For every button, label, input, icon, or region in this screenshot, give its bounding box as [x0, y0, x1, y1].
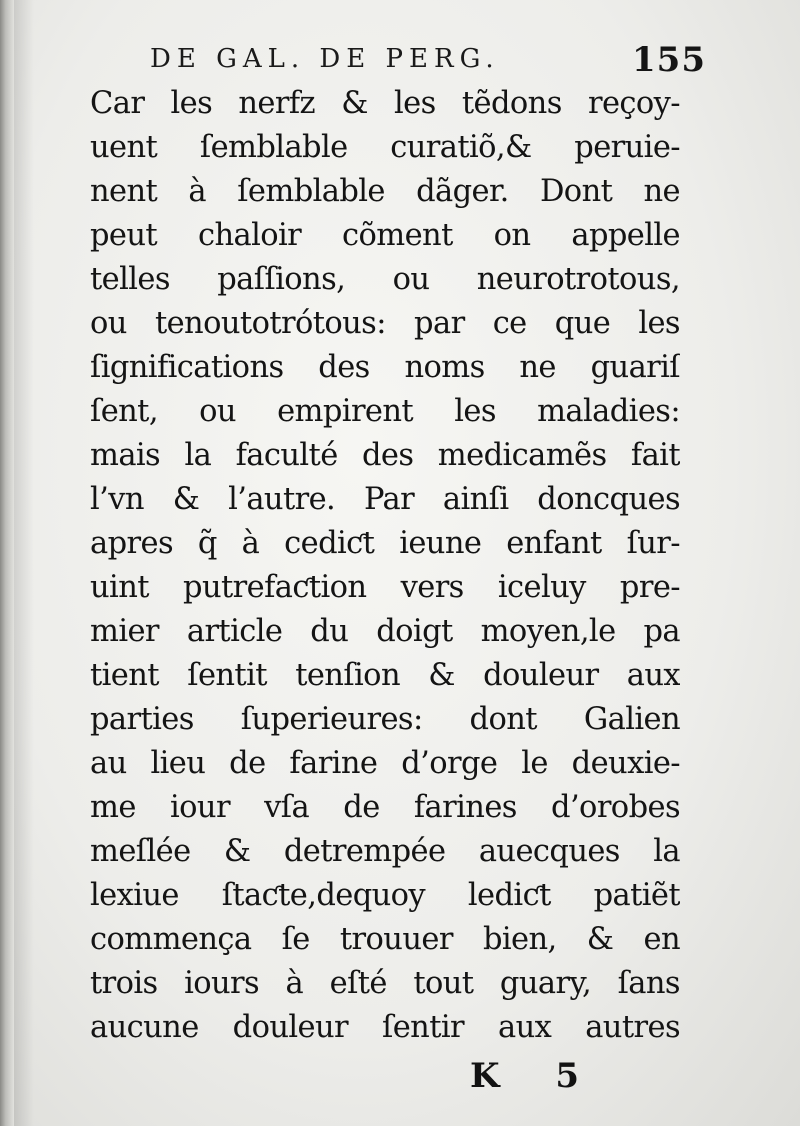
text-line: mais la faculté des medicamẽs fait: [90, 438, 680, 473]
text-line: telles paſſions, ou neurotrotous,: [90, 262, 680, 297]
text-line: ou tenoutotrótous: par ce que les: [90, 306, 680, 341]
text-line: uent ſemblable curatiõ,& peruie-: [90, 130, 680, 165]
text-line: nent à ſemblable dãger. Dont ne: [90, 174, 680, 209]
text-line: apres q̃ à cediƈt ieune enfant ſur-: [90, 526, 680, 561]
text-line: tient ſentit tenſion & douleur aux: [90, 658, 680, 693]
text-line: au lieu de farine d’orge le deuxie-: [90, 746, 680, 781]
page-number: 155: [632, 40, 706, 80]
text-line: ſent, ou empirent les maladies:: [90, 394, 680, 429]
text-line: l’vn & l’autre. Par ainſi doncques: [90, 482, 680, 517]
binding-edge: [0, 0, 14, 1126]
signature-mark: K 5: [470, 1056, 602, 1096]
text-line: me iour vſa de farines d’orobes: [90, 790, 680, 825]
text-line: ſignifications des noms ne guariſ: [90, 350, 680, 385]
text-line: meſlée & detrempée auecques la: [90, 834, 680, 869]
text-line: trois iours à eſté tout guary, ſans: [90, 966, 680, 1001]
text-line: peut chaloir cõment on appelle: [90, 218, 680, 253]
text-line: mier article du doigt moyen,le pa: [90, 614, 680, 649]
text-line: commença ſe trouuer bien, & en: [90, 922, 680, 957]
gutter-shadow: [14, 0, 34, 1126]
body-text: [90, 82, 680, 1050]
running-head: DE GAL. DE PERG.: [150, 44, 500, 74]
text-line: parties ſuperieures: dont Galien: [90, 702, 680, 737]
text-line: Car les nerfz & les tẽdons reçoy-: [90, 86, 680, 121]
text-line: uint putrefaƈtion vers iceluy pre-: [90, 570, 680, 605]
text-line: lexiue ſtaƈte,dequoy lediƈt patiẽt: [90, 878, 680, 913]
text-line: aucune douleur ſentir aux autres: [90, 1010, 680, 1045]
